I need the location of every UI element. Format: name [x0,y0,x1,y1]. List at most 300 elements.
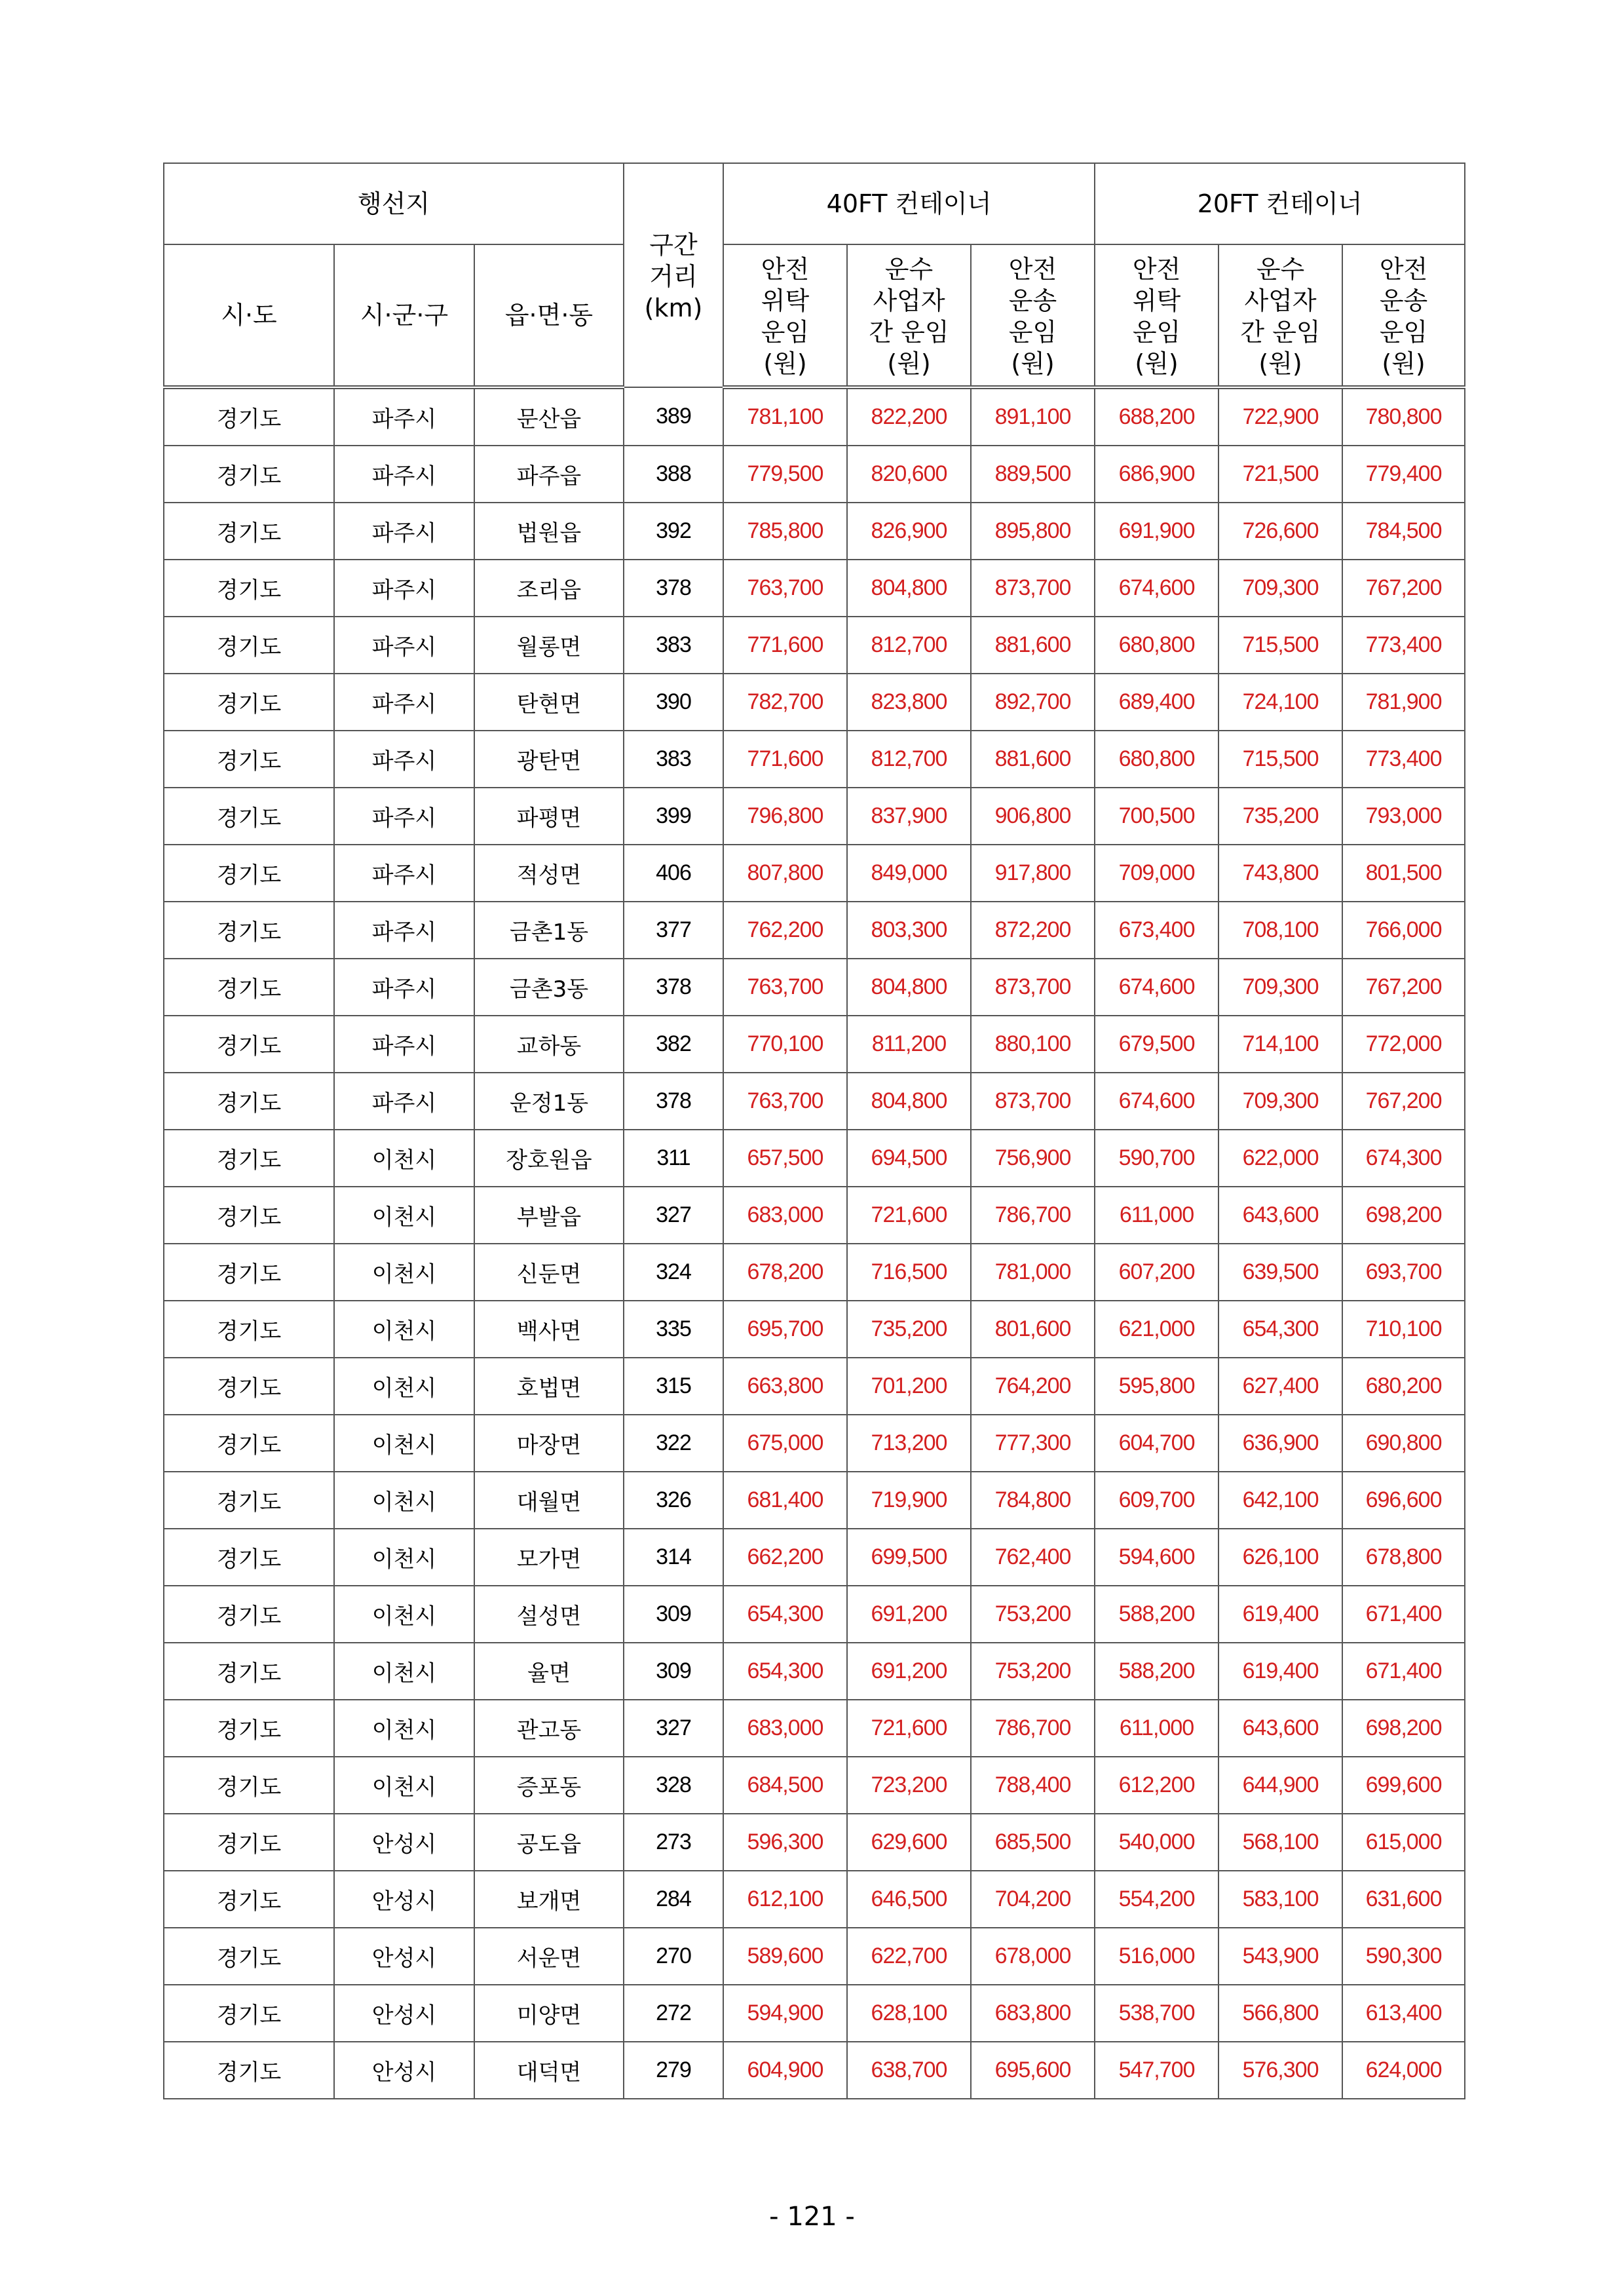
table-row [164,1871,1465,1928]
cell-40ft-safe-transport: 889,500 [971,446,1095,503]
cell-40ft-safe-consign: 604,900 [723,2042,847,2099]
cell-sido: 경기도 [164,1244,334,1301]
cell-40ft-carrier: 694,500 [847,1130,971,1187]
cell-40ft-carrier: 622,700 [847,1928,971,1985]
cell-20ft-safe-consign: 673,400 [1095,902,1218,959]
cell-sido: 경기도 [164,959,334,1016]
cell-40ft-safe-transport: 872,200 [971,902,1095,959]
cell-sigungu: 이천시 [334,1529,474,1586]
cell-40ft-carrier: 803,300 [847,902,971,959]
cell-sido: 경기도 [164,788,334,845]
cell-20ft-safe-consign: 679,500 [1095,1016,1218,1073]
cell-20ft-carrier: 643,600 [1218,1700,1342,1757]
cell-eupmyeondong: 월롱면 [474,617,624,674]
cell-20ft-safe-consign: 594,600 [1095,1529,1218,1586]
cell-sido: 경기도 [164,902,334,959]
cell-eupmyeondong: 탄현면 [474,674,624,731]
cell-20ft-safe-transport: 793,000 [1342,788,1465,845]
cell-sigungu: 이천시 [334,1358,474,1415]
cell-20ft-safe-transport: 674,300 [1342,1130,1465,1187]
cell-sido: 경기도 [164,1415,334,1472]
cell-distance: 326 [624,1472,723,1529]
cell-40ft-safe-consign: 785,800 [723,503,847,560]
cell-sigungu: 이천시 [334,1643,474,1700]
cell-20ft-carrier: 721,500 [1218,446,1342,503]
cell-distance: 279 [624,2042,723,2099]
cell-20ft-safe-consign: 609,700 [1095,1472,1218,1529]
header-sigungu: 시·군·구 [334,244,474,387]
cell-distance: 392 [624,503,723,560]
cell-sido: 경기도 [164,1871,334,1928]
cell-20ft-carrier: 627,400 [1218,1358,1342,1415]
cell-40ft-carrier: 723,200 [847,1757,971,1814]
cell-40ft-carrier: 804,800 [847,560,971,617]
cell-20ft-safe-transport: 773,400 [1342,617,1465,674]
table-row [164,617,1465,674]
cell-40ft-safe-transport: 880,100 [971,1016,1095,1073]
cell-20ft-safe-consign: 516,000 [1095,1928,1218,1985]
cell-sido: 경기도 [164,1985,334,2042]
cell-distance: 390 [624,674,723,731]
cell-distance: 322 [624,1415,723,1472]
header-40ft-safe-transport-fare: 안전 운송 운임 (원) [971,244,1095,387]
cell-distance: 324 [624,1244,723,1301]
cell-40ft-safe-consign: 683,000 [723,1187,847,1244]
cell-40ft-safe-consign: 662,200 [723,1529,847,1586]
cell-20ft-safe-consign: 590,700 [1095,1130,1218,1187]
table-row [164,674,1465,731]
cell-distance: 399 [624,788,723,845]
cell-40ft-carrier: 826,900 [847,503,971,560]
table-row [164,1358,1465,1415]
cell-20ft-carrier: 708,100 [1218,902,1342,959]
cell-20ft-carrier: 643,600 [1218,1187,1342,1244]
cell-sido: 경기도 [164,1358,334,1415]
cell-20ft-safe-transport: 784,500 [1342,503,1465,560]
cell-eupmyeondong: 신둔면 [474,1244,624,1301]
cell-distance: 377 [624,902,723,959]
cell-sigungu: 파주시 [334,617,474,674]
cell-sigungu: 이천시 [334,1586,474,1643]
cell-40ft-carrier: 820,600 [847,446,971,503]
cell-sigungu: 이천시 [334,1130,474,1187]
header-40ft-container: 40FT 컨테이너 [723,163,1095,244]
cell-40ft-safe-transport: 685,500 [971,1814,1095,1871]
cell-40ft-safe-transport: 695,600 [971,2042,1095,2099]
cell-sigungu: 파주시 [334,731,474,788]
cell-eupmyeondong: 공도읍 [474,1814,624,1871]
cell-eupmyeondong: 보개면 [474,1871,624,1928]
cell-distance: 378 [624,959,723,1016]
cell-40ft-safe-transport: 786,700 [971,1700,1095,1757]
cell-eupmyeondong: 문산읍 [474,387,624,446]
cell-eupmyeondong: 운정1동 [474,1073,624,1130]
cell-eupmyeondong: 파평면 [474,788,624,845]
cell-20ft-carrier: 743,800 [1218,845,1342,902]
table-row [164,1700,1465,1757]
cell-distance: 378 [624,1073,723,1130]
cell-40ft-safe-consign: 782,700 [723,674,847,731]
cell-distance: 406 [624,845,723,902]
cell-20ft-carrier: 619,400 [1218,1586,1342,1643]
cell-20ft-carrier: 709,300 [1218,560,1342,617]
cell-sido: 경기도 [164,1301,334,1358]
cell-20ft-carrier: 639,500 [1218,1244,1342,1301]
cell-20ft-safe-transport: 671,400 [1342,1643,1465,1700]
cell-distance: 378 [624,560,723,617]
cell-20ft-safe-transport: 773,400 [1342,731,1465,788]
cell-40ft-safe-transport: 917,800 [971,845,1095,902]
cell-distance: 327 [624,1187,723,1244]
cell-sido: 경기도 [164,1928,334,1985]
cell-20ft-safe-consign: 547,700 [1095,2042,1218,2099]
cell-eupmyeondong: 광탄면 [474,731,624,788]
cell-20ft-carrier: 724,100 [1218,674,1342,731]
cell-20ft-carrier: 622,000 [1218,1130,1342,1187]
cell-40ft-carrier: 701,200 [847,1358,971,1415]
cell-20ft-safe-transport: 767,200 [1342,959,1465,1016]
cell-20ft-safe-transport: 766,000 [1342,902,1465,959]
cell-eupmyeondong: 서운면 [474,1928,624,1985]
cell-sigungu: 이천시 [334,1700,474,1757]
cell-40ft-safe-consign: 763,700 [723,959,847,1016]
cell-sigungu: 파주시 [334,1016,474,1073]
table-row [164,959,1465,1016]
cell-sigungu: 파주시 [334,674,474,731]
cell-20ft-safe-consign: 595,800 [1095,1358,1218,1415]
header-sido: 시·도 [164,244,334,387]
table-row [164,902,1465,959]
cell-40ft-carrier: 823,800 [847,674,971,731]
cell-20ft-safe-transport: 671,400 [1342,1586,1465,1643]
cell-40ft-safe-transport: 891,100 [971,387,1095,446]
cell-20ft-safe-transport: 678,800 [1342,1529,1465,1586]
cell-20ft-carrier: 726,600 [1218,503,1342,560]
cell-40ft-safe-transport: 762,400 [971,1529,1095,1586]
cell-40ft-safe-consign: 695,700 [723,1301,847,1358]
cell-distance: 309 [624,1586,723,1643]
cell-eupmyeondong: 모가면 [474,1529,624,1586]
cell-distance: 314 [624,1529,723,1586]
cell-sigungu: 이천시 [334,1757,474,1814]
cell-sigungu: 안성시 [334,2042,474,2099]
cell-sido: 경기도 [164,1700,334,1757]
cell-20ft-carrier: 709,300 [1218,1073,1342,1130]
cell-20ft-safe-consign: 674,600 [1095,1073,1218,1130]
cell-20ft-carrier: 583,100 [1218,1871,1342,1928]
cell-sigungu: 파주시 [334,1073,474,1130]
cell-eupmyeondong: 관고동 [474,1700,624,1757]
cell-distance: 273 [624,1814,723,1871]
cell-sido: 경기도 [164,387,334,446]
cell-distance: 382 [624,1016,723,1073]
page-number: - 121 - [769,2202,855,2232]
table-row [164,1586,1465,1643]
cell-40ft-safe-consign: 594,900 [723,1985,847,2042]
cell-20ft-carrier: 715,500 [1218,617,1342,674]
cell-20ft-safe-transport: 780,800 [1342,387,1465,446]
cell-sido: 경기도 [164,446,334,503]
cell-20ft-safe-consign: 604,700 [1095,1415,1218,1472]
cell-distance: 327 [624,1700,723,1757]
cell-40ft-carrier: 812,700 [847,617,971,674]
cell-distance: 311 [624,1130,723,1187]
cell-distance: 389 [624,387,723,446]
cell-20ft-safe-consign: 588,200 [1095,1586,1218,1643]
cell-20ft-safe-transport: 781,900 [1342,674,1465,731]
cell-distance: 284 [624,1871,723,1928]
table-body [164,387,1465,2099]
cell-eupmyeondong: 장호원읍 [474,1130,624,1187]
cell-40ft-carrier: 719,900 [847,1472,971,1529]
cell-40ft-carrier: 804,800 [847,1073,971,1130]
header-eupmyeondong: 읍·면·동 [474,244,624,387]
cell-sigungu: 파주시 [334,503,474,560]
cell-20ft-carrier: 642,100 [1218,1472,1342,1529]
cell-20ft-carrier: 644,900 [1218,1757,1342,1814]
header-destination: 행선지 [164,163,624,244]
cell-20ft-safe-transport: 801,500 [1342,845,1465,902]
table-row [164,1415,1465,1472]
header-20ft-carrier-fare: 운수 사업자 간 운임 (원) [1218,244,1342,387]
table-row [164,1472,1465,1529]
cell-20ft-carrier: 722,900 [1218,387,1342,446]
cell-40ft-safe-transport: 753,200 [971,1586,1095,1643]
cell-40ft-safe-consign: 663,800 [723,1358,847,1415]
cell-eupmyeondong: 조리읍 [474,560,624,617]
cell-20ft-carrier: 735,200 [1218,788,1342,845]
cell-40ft-safe-transport: 786,700 [971,1187,1095,1244]
cell-40ft-carrier: 638,700 [847,2042,971,2099]
table-row [164,1187,1465,1244]
cell-distance: 383 [624,617,723,674]
cell-20ft-carrier: 566,800 [1218,1985,1342,2042]
cell-40ft-safe-consign: 779,500 [723,446,847,503]
cell-sigungu: 이천시 [334,1472,474,1529]
cell-eupmyeondong: 설성면 [474,1586,624,1643]
cell-sigungu: 이천시 [334,1301,474,1358]
cell-40ft-safe-transport: 784,800 [971,1472,1095,1529]
cell-40ft-safe-transport: 683,800 [971,1985,1095,2042]
cell-20ft-safe-consign: 621,000 [1095,1301,1218,1358]
cell-20ft-safe-transport: 615,000 [1342,1814,1465,1871]
cell-20ft-safe-transport: 772,000 [1342,1016,1465,1073]
cell-sido: 경기도 [164,1643,334,1700]
cell-20ft-safe-consign: 680,800 [1095,617,1218,674]
cell-sigungu: 이천시 [334,1244,474,1301]
cell-40ft-safe-transport: 788,400 [971,1757,1095,1814]
header-distance: 구간 거리 (km) [624,163,723,387]
cell-distance: 272 [624,1985,723,2042]
cell-eupmyeondong: 금촌1동 [474,902,624,959]
cell-40ft-carrier: 629,600 [847,1814,971,1871]
cell-20ft-safe-consign: 691,900 [1095,503,1218,560]
cell-40ft-safe-consign: 654,300 [723,1643,847,1700]
cell-20ft-safe-consign: 674,600 [1095,560,1218,617]
cell-40ft-safe-consign: 675,000 [723,1415,847,1472]
cell-sigungu: 파주시 [334,560,474,617]
cell-20ft-carrier: 714,100 [1218,1016,1342,1073]
cell-eupmyeondong: 파주읍 [474,446,624,503]
cell-40ft-safe-consign: 589,600 [723,1928,847,1985]
table-row [164,1985,1465,2042]
cell-40ft-safe-transport: 756,900 [971,1130,1095,1187]
cell-20ft-carrier: 654,300 [1218,1301,1342,1358]
table-row [164,387,1465,446]
table-row [164,560,1465,617]
cell-40ft-carrier: 822,200 [847,387,971,446]
cell-20ft-safe-transport: 680,200 [1342,1358,1465,1415]
cell-20ft-carrier: 715,500 [1218,731,1342,788]
cell-40ft-safe-transport: 892,700 [971,674,1095,731]
cell-eupmyeondong: 적성면 [474,845,624,902]
cell-40ft-carrier: 804,800 [847,959,971,1016]
cell-20ft-carrier: 568,100 [1218,1814,1342,1871]
cell-eupmyeondong: 법원읍 [474,503,624,560]
table-row [164,1016,1465,1073]
cell-40ft-safe-transport: 753,200 [971,1643,1095,1700]
cell-sido: 경기도 [164,1187,334,1244]
cell-distance: 383 [624,731,723,788]
cell-sigungu: 안성시 [334,1928,474,1985]
cell-40ft-safe-transport: 906,800 [971,788,1095,845]
cell-sido: 경기도 [164,674,334,731]
cell-40ft-carrier: 849,000 [847,845,971,902]
cell-sigungu: 파주시 [334,959,474,1016]
cell-sigungu: 파주시 [334,788,474,845]
cell-40ft-safe-consign: 762,200 [723,902,847,959]
cell-sido: 경기도 [164,1472,334,1529]
cell-sido: 경기도 [164,2042,334,2099]
cell-sigungu: 안성시 [334,1985,474,2042]
cell-20ft-safe-consign: 540,000 [1095,1814,1218,1871]
cell-20ft-safe-consign: 689,400 [1095,674,1218,731]
cell-sigungu: 파주시 [334,446,474,503]
cell-40ft-safe-consign: 681,400 [723,1472,847,1529]
table-row [164,446,1465,503]
cell-sigungu: 파주시 [334,387,474,446]
cell-40ft-safe-transport: 777,300 [971,1415,1095,1472]
cell-40ft-carrier: 699,500 [847,1529,971,1586]
cell-eupmyeondong: 마장면 [474,1415,624,1472]
cell-distance: 388 [624,446,723,503]
cell-40ft-safe-transport: 895,800 [971,503,1095,560]
cell-sido: 경기도 [164,1814,334,1871]
cell-40ft-safe-consign: 763,700 [723,1073,847,1130]
cell-sido: 경기도 [164,731,334,788]
cell-20ft-safe-consign: 680,800 [1095,731,1218,788]
cell-eupmyeondong: 율면 [474,1643,624,1700]
cell-40ft-carrier: 812,700 [847,731,971,788]
cell-40ft-carrier: 811,200 [847,1016,971,1073]
cell-20ft-safe-consign: 554,200 [1095,1871,1218,1928]
cell-40ft-safe-consign: 771,600 [723,731,847,788]
cell-20ft-safe-consign: 709,000 [1095,845,1218,902]
cell-20ft-safe-consign: 588,200 [1095,1643,1218,1700]
cell-40ft-safe-consign: 807,800 [723,845,847,902]
cell-40ft-safe-consign: 763,700 [723,560,847,617]
cell-40ft-safe-transport: 704,200 [971,1871,1095,1928]
cell-20ft-carrier: 543,900 [1218,1928,1342,1985]
cell-eupmyeondong: 대월면 [474,1472,624,1529]
table-row [164,1757,1465,1814]
cell-20ft-carrier: 619,400 [1218,1643,1342,1700]
cell-20ft-carrier: 709,300 [1218,959,1342,1016]
cell-20ft-carrier: 576,300 [1218,2042,1342,2099]
table-row [164,845,1465,902]
table-header [164,163,1465,387]
cell-eupmyeondong: 교하동 [474,1016,624,1073]
cell-40ft-safe-transport: 873,700 [971,1073,1095,1130]
cell-40ft-carrier: 735,200 [847,1301,971,1358]
cell-20ft-safe-transport: 690,800 [1342,1415,1465,1472]
cell-20ft-safe-transport: 624,000 [1342,2042,1465,2099]
cell-40ft-carrier: 713,200 [847,1415,971,1472]
cell-sigungu: 이천시 [334,1415,474,1472]
header-40ft-carrier-fare: 운수 사업자 간 운임 (원) [847,244,971,387]
cell-20ft-safe-transport: 696,600 [1342,1472,1465,1529]
cell-40ft-safe-transport: 801,600 [971,1301,1095,1358]
cell-20ft-safe-transport: 698,200 [1342,1187,1465,1244]
cell-40ft-safe-consign: 654,300 [723,1586,847,1643]
cell-20ft-safe-transport: 698,200 [1342,1700,1465,1757]
cell-20ft-safe-consign: 607,200 [1095,1244,1218,1301]
cell-sido: 경기도 [164,845,334,902]
cell-sido: 경기도 [164,1016,334,1073]
cell-eupmyeondong: 호법면 [474,1358,624,1415]
cell-40ft-safe-transport: 873,700 [971,959,1095,1016]
cell-20ft-carrier: 626,100 [1218,1529,1342,1586]
table-row [164,1301,1465,1358]
cell-sido: 경기도 [164,1757,334,1814]
cell-40ft-carrier: 721,600 [847,1700,971,1757]
cell-40ft-carrier: 721,600 [847,1187,971,1244]
table-row [164,2042,1465,2099]
cell-20ft-safe-consign: 538,700 [1095,1985,1218,2042]
cell-eupmyeondong: 대덕면 [474,2042,624,2099]
cell-40ft-safe-consign: 770,100 [723,1016,847,1073]
cell-40ft-carrier: 646,500 [847,1871,971,1928]
cell-20ft-safe-transport: 631,600 [1342,1871,1465,1928]
cell-sido: 경기도 [164,1586,334,1643]
cell-20ft-safe-transport: 779,400 [1342,446,1465,503]
cell-eupmyeondong: 백사면 [474,1301,624,1358]
cell-20ft-safe-consign: 700,500 [1095,788,1218,845]
cell-sigungu: 이천시 [334,1187,474,1244]
cell-20ft-safe-transport: 767,200 [1342,560,1465,617]
header-20ft-safe-consign-fare: 안전 위탁 운임 (원) [1095,244,1218,387]
table-row [164,503,1465,560]
cell-distance: 309 [624,1643,723,1700]
cell-40ft-safe-transport: 764,200 [971,1358,1095,1415]
cell-sido: 경기도 [164,1529,334,1586]
cell-20ft-safe-transport: 699,600 [1342,1757,1465,1814]
cell-20ft-safe-transport: 710,100 [1342,1301,1465,1358]
table-row [164,788,1465,845]
cell-sido: 경기도 [164,1130,334,1187]
cell-40ft-safe-consign: 657,500 [723,1130,847,1187]
cell-20ft-carrier: 636,900 [1218,1415,1342,1472]
cell-eupmyeondong: 금촌3동 [474,959,624,1016]
header-40ft-safe-consign-fare: 안전 위탁 운임 (원) [723,244,847,387]
cell-sido: 경기도 [164,560,334,617]
cell-sido: 경기도 [164,617,334,674]
cell-40ft-safe-consign: 781,100 [723,387,847,446]
header-20ft-safe-transport-fare: 안전 운송 운임 (원) [1342,244,1465,387]
cell-40ft-safe-transport: 873,700 [971,560,1095,617]
cell-distance: 270 [624,1928,723,1985]
cell-40ft-safe-consign: 678,200 [723,1244,847,1301]
